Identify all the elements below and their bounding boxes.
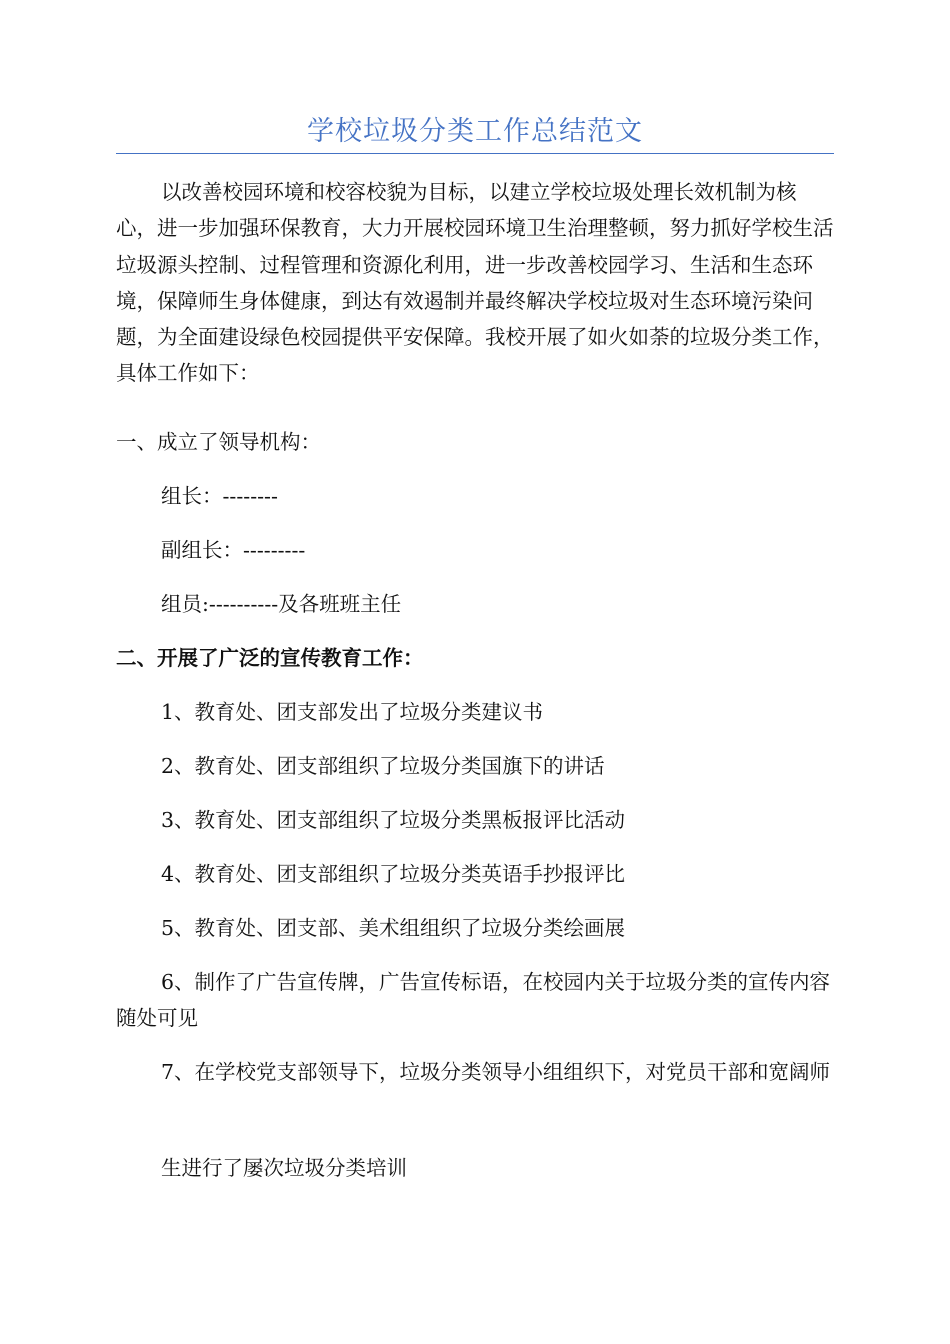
section2-heading: 二、开展了广泛的宣传教育工作： — [116, 646, 424, 670]
deputy-leader-line: 副组长：--------- — [161, 538, 306, 562]
list-item: 4、教育处、团支部组织了垃圾分类英语手抄报评比 — [161, 862, 626, 886]
intro-paragraph: 以改善校园环境和校容校貌为目标，以建立学校垃圾处理长效机制为核心，进一步加强环保教育，大力开展校园环境卫生治理整顿，努力抓好学校生活垃圾源头控制、过程管理和资源化利用，进一步改善校园学习、生活和生态环境，保障师生身体健康，到达有效遏制并最终解决学校垃圾对生态环境污染问题，为全面建设绿色校园提供平安保障。我校开展了如火如荼的垃圾分类工作，具体工作如下： — [116, 180, 834, 386]
title-underline — [116, 153, 834, 154]
list-item: 1、教育处、团支部发出了垃圾分类建议书 — [161, 700, 544, 724]
list-item: 3、教育处、团支部组织了垃圾分类黑板报评比活动 — [161, 808, 626, 832]
section1-heading: 一、成立了领导机构： — [116, 430, 321, 454]
leader-line: 组长：-------- — [161, 484, 278, 508]
members-line: 组员:----------及各班班主任 — [161, 592, 402, 616]
list-item: 5、教育处、团支部、美术组组织了垃圾分类绘画展 — [161, 916, 626, 940]
list-item: 6、制作了广告宣传牌，广告宣传标语，在校园内关于垃圾分类的宣传内容随处可见 — [116, 970, 831, 1031]
list-item: 7、在学校党支部领导下，垃圾分类领导小组组织下，对党员干部和宽阔师 — [161, 1060, 831, 1084]
list-item: 生进行了屡次垃圾分类培训 — [161, 1156, 407, 1180]
document-title: 学校垃圾分类工作总结范文 — [307, 116, 643, 147]
list-item: 2、教育处、团支部组织了垃圾分类国旗下的讲话 — [161, 754, 605, 778]
